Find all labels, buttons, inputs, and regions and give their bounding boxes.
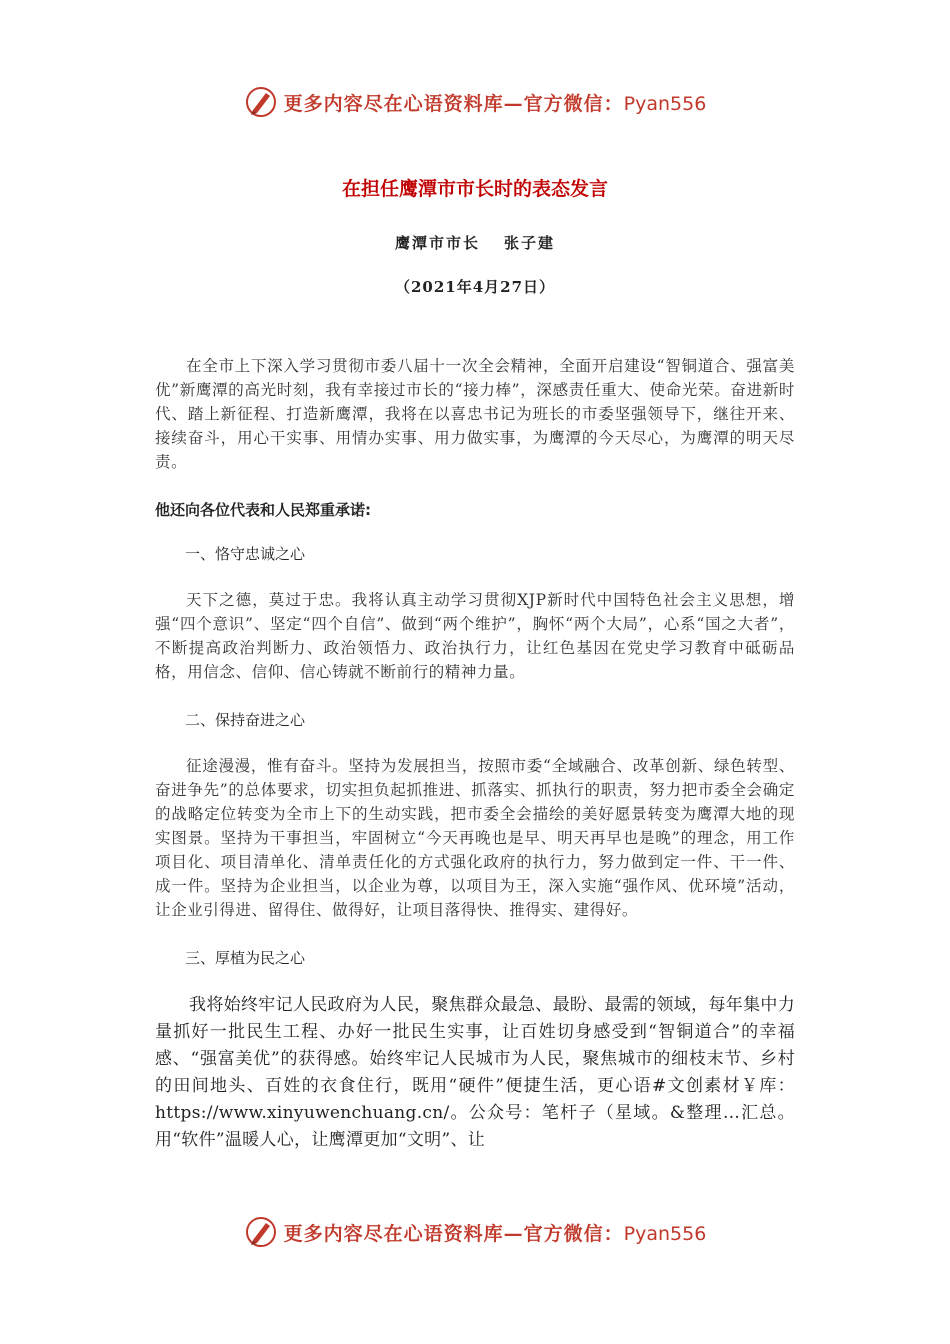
section-heading: 二、保持奋进之心 (185, 711, 306, 729)
wechat-id: Pyan556 (623, 1222, 707, 1245)
speech-date: （2021年4月27日） (394, 278, 556, 296)
pledge-lead: 他还向各位代表和人民郑重承诺: (155, 501, 372, 519)
document-body (155, 354, 795, 1178)
author-role: 鹰潭市市长 (394, 234, 480, 252)
section-paragraph: 我将始终牢记人民政府为人民，聚焦群众最急、最盼、最需的领域，每年集中力量抓好一批民生工程、办好一批民生实事，让百姓切身感受到“智铜道合”的幸福感、“强富美优”的获得感。始终牢记人民城市为人民，聚焦城市的细枝末节、乡村的田间地头、百姓的衣食住行，既用“硬件”便捷生活，更心语#文创素材￥库：https://www.xinyuwenchuang.cn/。公众号：笔杆子（星域。&整理…汇总。用“软件”温暖人心，让鹰潭更加“文明”、让 (155, 995, 795, 1150)
author-line (0, 232, 950, 253)
document-title: 在担任鹰潭市市长时的表态发言 (341, 178, 608, 200)
footer-banner (0, 1210, 950, 1254)
section-paragraph: 征途漫漫，惟有奋斗。坚持为发展担当，按照市委“全域融合、改革创新、绿色转型、奋进争先”的总体要求，切实担负起抓推进、抓落实、抓执行的职责，努力把市委全会确定的战略定位转变为全市上下的生动实践，把市委全会描绘的美好愿景转变为鹰潭大地的现实图景。坚持为干事担当，牢固树立“今天再晚也是早、明天再早也是晚”的理念，用工作项目化、项目清单化、清单责任化的方式强化政府的执行力，努力做到定一件、干一件、成一件。坚持为企业担当，以企业为尊，以项目为王，深入实施“强作风、优环境”活动，让企业引得进、留得住、做得好，让项目落得快、推得实、建得好。 (155, 757, 795, 919)
pen-logo-icon (244, 1215, 278, 1249)
author-name: 张子建 (504, 234, 556, 252)
section-heading: 一、恪守忠诚之心 (185, 545, 306, 563)
section-heading: 三、厚植为民之心 (185, 949, 306, 967)
section-paragraph: 天下之德，莫过于忠。我将认真主动学习贯彻XJP新时代中国特色社会主义思想，增强“四个意识”、坚定“四个自信”、做到“两个维护”，胸怀“两个大局”，心系“国之大者”，不断提高政治判断力、政治领悟力、政治执行力，让红色基因在党史学习教育中砥砺品格，用信念、信仰、信心铸就不断前行的精神力量。 (155, 591, 795, 681)
pen-logo-icon (244, 85, 278, 119)
banner-text: 更多内容尽在心语资料库—官方微信：Pyan556 (283, 92, 707, 115)
wechat-id: Pyan556 (623, 92, 707, 115)
intro-paragraph: 在全市上下深入学习贯彻市委八届十一次全会精神，全面开启建设“智铜道合、强富美优”新鹰潭的高光时刻，我有幸接过市长的“接力棒”，深感责任重大、使命光荣。奋进新时代、踏上新征程、打造新鹰潭，我将在以喜忠书记为班长的市委坚强领导下，继往开来、接续奋斗，用心干实事、用情办实事、用力做实事，为鹰潭的今天尽心，为鹰潭的明天尽责。 (155, 357, 795, 471)
banner-text: 更多内容尽在心语资料库—官方微信：Pyan556 (283, 1222, 707, 1245)
header-banner (0, 80, 950, 124)
